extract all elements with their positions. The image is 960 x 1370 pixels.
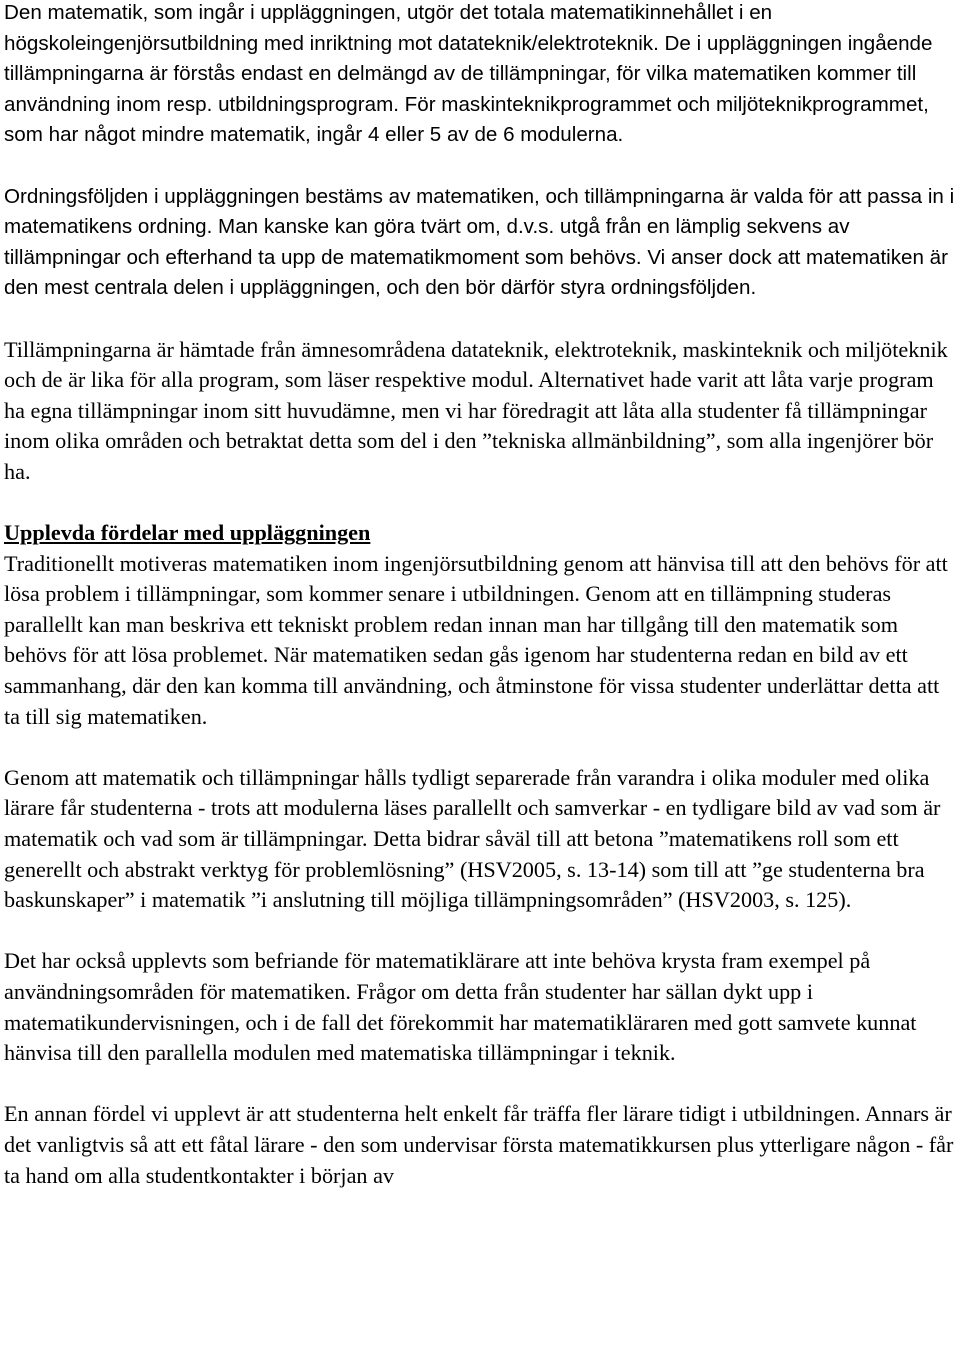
paragraph-motivation: Traditionellt motiveras matematiken inom ingenjörsutbildning genom att hänvisa till att den behövs för att lösa problem i tillämpningar, som kommer senare i utbildningen. Genom att en tillämpning studeras parallellt kan man beskriva ett tekniskt problem redan innan man har tillgång till den matematik som behövs för att lösa problemet. När matematiken sedan gås igenom har studenterna redan en bild av ett sammanhang, där den kan komma till användning, och åtminstone för vissa studenter underlättar detta att ta till sig matematiken. [4,550,948,729]
paragraph-more-teachers: En annan fördel vi upplevt är att studenterna helt enkelt får träffa fler lärare tidigt i utbildningen. Annars är det vanligtvis så att ett fåtal lärare - den som undervisar första matematikkursen plus ytterligare någon - får ta hand om alla studentkontakter i början av [4,1101,954,1188]
paragraph-teacher-relief: Det har också upplevts som befriande för matematiklärare att inte behöva krysta fram exempel på användningsområden för matematiken. Frågor om detta från studenter har sällan dykt upp i matematikundervisningen, och i de fall det förekommit har matematikläraren med gott samvete kunnat hänvisa till den parallella modulen med matematiska tillämpningar i teknik. [4,948,917,1066]
section-advantages [4,518,956,732]
paragraph-application-areas: Tillämpningarna är hämtade från ämnesområdena datateknik, elektroteknik, maskinteknik och miljöteknik och de är lika för alla program, som läser respektive modul. Alternativet hade varit att låta varje program ha egna tillämpningar inom sitt huvudämne, men vi har föredragit att låta alla studenter få tillämpningar inom olika områden och betraktat detta som del i den ”tekniska allmänbildning”, som alla ingenjörer bör ha. [4,336,948,484]
paragraph-separation: Genom att matematik och tillämpningar hålls tydligt separerade från varandra i olika moduler med olika lärare får studenterna - trots att modulerna läses parallellt och samverkar - en tydligare bild av vad som är matematik och vad som är tillämpningar. Detta bidrar såväl till att betona ”matematikens roll som ett generellt och abstrakt verktyg för problemlösning” (HSV2005, s. 13-14) som till att ”ge studenterna bra baskunskaper” i matematik ”i anslutning till möjliga tillämpningsområden” (HSV2003, s. 125). [4,764,941,913]
paragraph-program-scope: Den matematik, som ingår i uppläggningen, utgör det totala matematikinnehållet i en högskoleingenjörsutbildning med inriktning mot datateknik/elektroteknik. De i uppläggningen ingående tillämpningarna är förstås endast en delmängd av de tillämpningar, för vilka matematiken kommer till användning inom resp. utbildningsprogram. För maskinteknikprogrammet och miljöteknikprogrammet, som har något mindre matematik, ingår 4 eller 5 av de 6 modulerna. [4,1,933,147]
paragraph-ordering: Ordningsföljden i uppläggningen bestäms av matematiken, och tillämpningarna är valda för att passa in i matematikens ordning. Man kanske kan göra tvärt om, d.v.s. utgå från en lämplig sekvens av tillämpningar och efterhand ta upp de matematikmoment som behövs. Vi anser dock att matematiken är den mest centrala delen i uppläggningen, och den bör därför styra ordningsföljden. [4,184,955,300]
document-page [4,0,956,1191]
section-heading: Upplevda fördelar med uppläggningen [4,520,371,546]
